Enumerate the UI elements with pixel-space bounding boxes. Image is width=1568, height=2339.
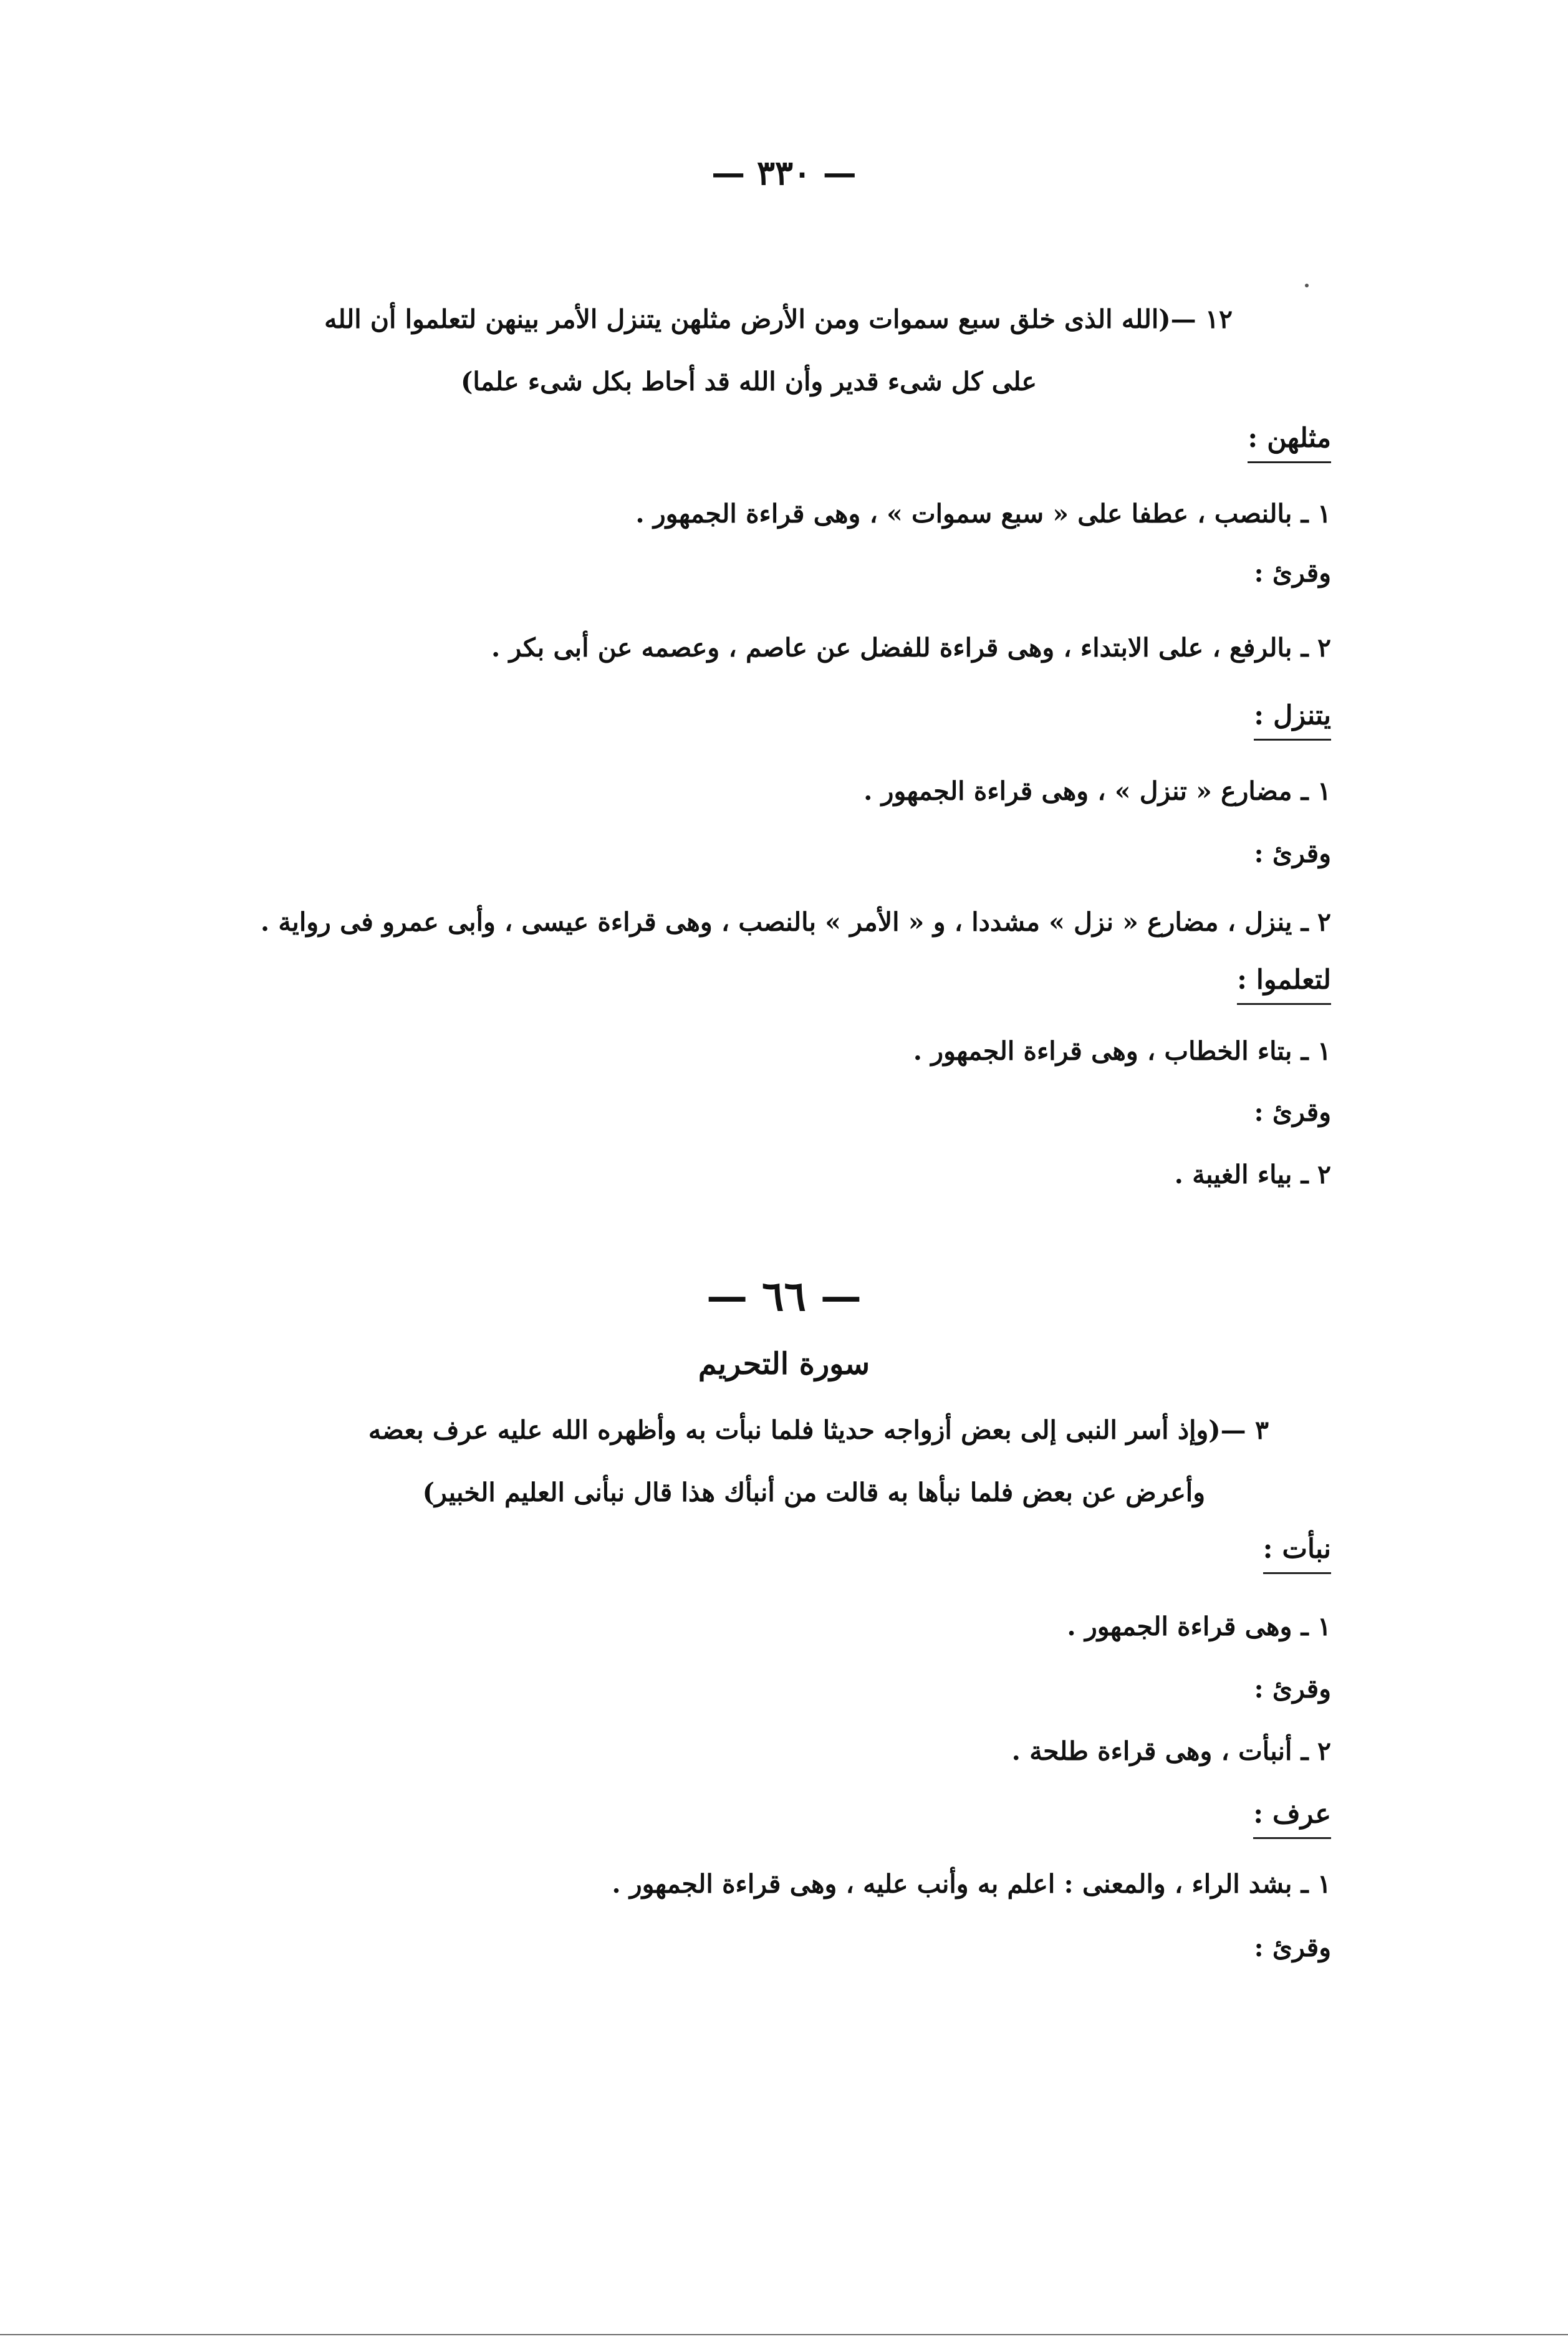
reading-line: ١ ـ بالنصب ، عطفا على « سبع سموات » ، وهى قراءة الجمهور . — [635, 499, 1331, 529]
page-bottom-edge — [0, 2334, 1568, 2335]
reading-line: ١ ـ بشد الراء ، والمعنى : اعلم به وأنب عليه ، وهى قراءة الجمهور . — [612, 1869, 1331, 1899]
reading-line: ٢ ـ بياء الغيبة . — [1174, 1160, 1331, 1189]
word-heading-yatanazzal: يتنزل : — [1254, 700, 1331, 741]
qari-label: وقرئ : — [1254, 558, 1331, 588]
qari-label: وقرئ : — [1254, 1097, 1331, 1127]
word-heading-mithluhunna: مثلهن : — [1248, 423, 1331, 463]
word-heading-arrafa: عرف : — [1253, 1799, 1331, 1839]
qari-label: وقرئ : — [1254, 1933, 1331, 1962]
reading-line: ١ ـ وهى قراءة الجمهور . — [1067, 1611, 1331, 1641]
qari-label: وقرئ : — [1254, 838, 1331, 868]
reading-line: ٢ ـ أنبأت ، وهى قراءة طلحة . — [1011, 1736, 1331, 1766]
surah-number: — ٦٦ — — [706, 1272, 862, 1320]
reading-line: ٢ ـ بالرفع ، على الابتداء ، وهى قراءة للفضل عن عاصم ، وعصمه عن أبى بكر . — [491, 633, 1331, 663]
verse-12-line-1: ١٢ —(الله الذى خلق سبع سموات ومن الأرض مثلهن يتنزل الأمر بينهن لتعلموا أن الله — [324, 304, 1233, 334]
reading-line: ١ ـ مضارع « تنزل » ، وهى قراءة الجمهور . — [863, 776, 1331, 806]
qari-label: وقرئ : — [1254, 1674, 1331, 1704]
reading-line: ٢ ـ ينزل ، مضارع « نزل » مشددا ، و « الأمر » بالنصب ، وهى قراءة عيسى ، وأبى عمرو فى رواية . — [260, 907, 1331, 937]
scan-speck — [1305, 284, 1309, 287]
verse-3-line-1: ٣ —(وإذ أسر النبى إلى بعض أزواجه حديثا فلما نبأت به وأظهره الله عليه عرف بعضه — [368, 1415, 1269, 1445]
surah-title: سورة التحريم — [698, 1347, 870, 1381]
word-heading-litaalamu: لتعلموا : — [1237, 964, 1331, 1005]
verse-3-line-2: وأعرض عن بعض فلما نبأها به قالت من أنبأك هذا قال نبأنى العليم الخبير) — [422, 1477, 1205, 1507]
verse-12-line-2: على كل شىء قدير وأن الله قد أحاط بكل شىء علما) — [460, 367, 1037, 396]
reading-line: ١ ـ بتاء الخطاب ، وهى قراءة الجمهور . — [913, 1036, 1331, 1066]
word-heading-nabbaat: نبأت : — [1263, 1534, 1331, 1574]
page-number: — ٣٣٠ — — [711, 153, 857, 193]
